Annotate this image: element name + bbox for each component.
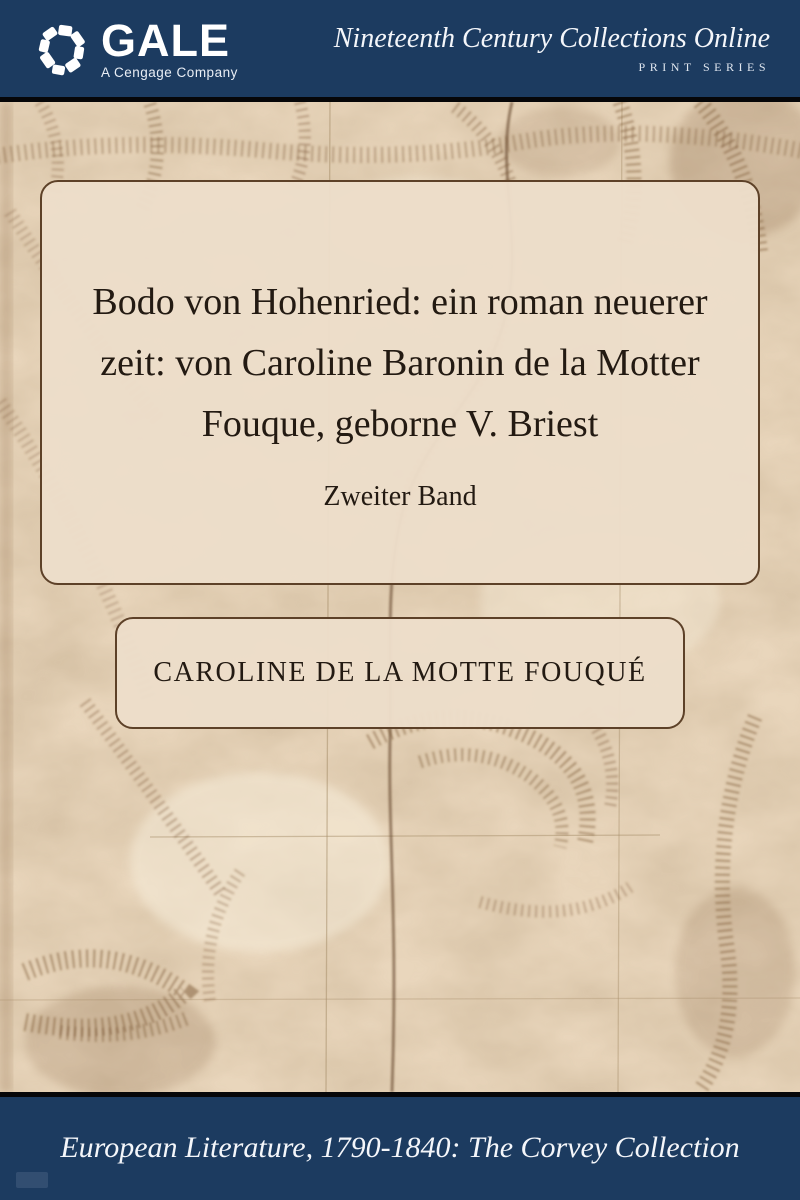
book-title-line-1: Bodo von Hohenried: ein roman neuerer — [92, 281, 708, 324]
faint-watermark — [16, 1172, 48, 1188]
series-block — [334, 23, 770, 75]
brand-name: GALE — [101, 14, 231, 66]
header-bar — [0, 0, 800, 102]
book-title — [92, 272, 707, 454]
footer-bar — [0, 1092, 800, 1200]
title-panel — [40, 180, 760, 585]
author-panel — [115, 617, 685, 729]
book-title-line-3: Fouque, geborne V. Briest — [201, 402, 599, 445]
collection-title: European Literature, 1790-1840: The Corvey Collection — [60, 1131, 740, 1164]
gale-logo — [33, 14, 238, 80]
brand-tagline: A Cengage Company — [101, 64, 238, 80]
series-title: Nineteenth Century Collections Online — [333, 22, 770, 54]
brand-text-block — [101, 14, 238, 80]
gale-starburst-icon — [33, 20, 91, 78]
author-name: CAROLINE DE LA MOTTE FOUQUÉ — [153, 657, 647, 688]
print-series-label: PRINT SERIES — [638, 59, 770, 74]
book-title-line-2: zeit: von Caroline Baronin de la Motter — [100, 342, 700, 385]
volume-label: Zweiter Band — [323, 480, 477, 512]
